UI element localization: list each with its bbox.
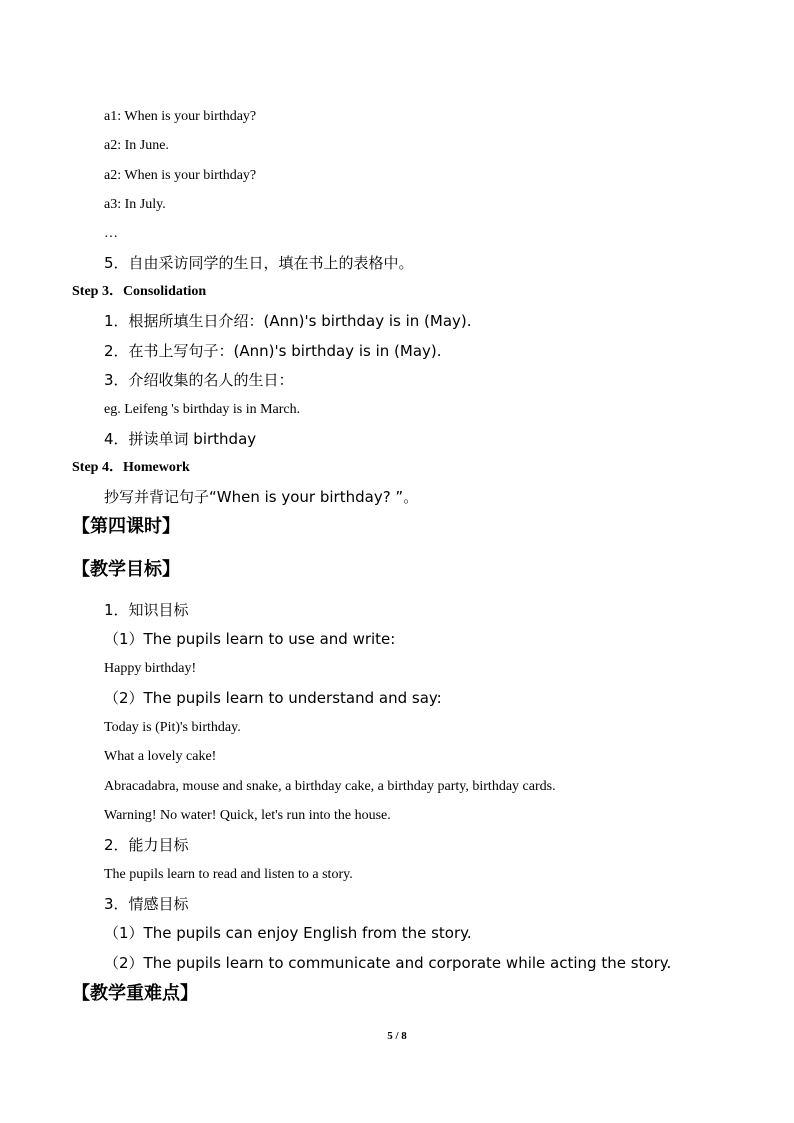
line-read-listen: The pupils learn to read and listen to a story. bbox=[104, 867, 353, 882]
line-a2: a2: In June. bbox=[104, 138, 169, 153]
line-item-5: 5．自由采访同学的生日，填在书上的表格中。 bbox=[104, 254, 414, 272]
section-heading-lesson-4: 【第四课时】 bbox=[72, 516, 180, 537]
objective-emotion-1: （1）The pupils can enjoy English from the story. bbox=[104, 924, 472, 942]
objective-emotion: 3．情感目标 bbox=[104, 895, 189, 913]
objective-emotion-2: （2）The pupils learn to communicate and corporate while acting the story. bbox=[104, 954, 672, 972]
objective-knowledge-2: （2）The pupils learn to understand and say: bbox=[104, 689, 442, 707]
line-a3: a3: In July. bbox=[104, 197, 166, 212]
page-number: 5 / 8 bbox=[387, 1030, 407, 1042]
line-consolidation-3: 3．介绍收集的名人的生日： bbox=[104, 371, 294, 389]
line-happy-birthday: Happy birthday! bbox=[104, 661, 197, 676]
line-example: eg. Leifeng 's birthday is in March. bbox=[104, 402, 301, 417]
line-consolidation-4: 4．拼读单词 birthday bbox=[104, 430, 257, 448]
section-heading-objectives: 【教学目标】 bbox=[72, 559, 180, 580]
line-a1: a1: When is your birthday? bbox=[104, 109, 257, 124]
line-today: Today is (Pit)'s birthday. bbox=[104, 720, 241, 735]
line-warning: Warning! No water! Quick, let's run into the house. bbox=[104, 808, 391, 823]
line-a2-question: a2: When is your birthday? bbox=[104, 168, 257, 183]
section-heading-key-points: 【教学重难点】 bbox=[72, 983, 198, 1004]
step-4-heading: Step 4．Homework bbox=[72, 460, 190, 475]
step-3-heading: Step 3．Consolidation bbox=[72, 284, 207, 299]
line-consolidation-1: 1．根据所填生日介绍：(Ann)'s birthday is in (May). bbox=[104, 312, 472, 330]
line-consolidation-2: 2．在书上写句子：(Ann)'s birthday is in (May). bbox=[104, 342, 442, 360]
line-homework: 抄写并背记句子“When is your birthday? ”。 bbox=[104, 488, 419, 506]
objective-knowledge: 1．知识目标 bbox=[104, 601, 189, 619]
objective-knowledge-1: （1）The pupils learn to use and write: bbox=[104, 630, 396, 648]
line-abracadabra: Abracadabra, mouse and snake, a birthday cake, a birthday party, birthday cards. bbox=[104, 779, 556, 794]
line-ellipsis: … bbox=[104, 226, 118, 241]
objective-ability: 2．能力目标 bbox=[104, 836, 189, 854]
line-lovely-cake: What a lovely cake! bbox=[104, 749, 217, 764]
